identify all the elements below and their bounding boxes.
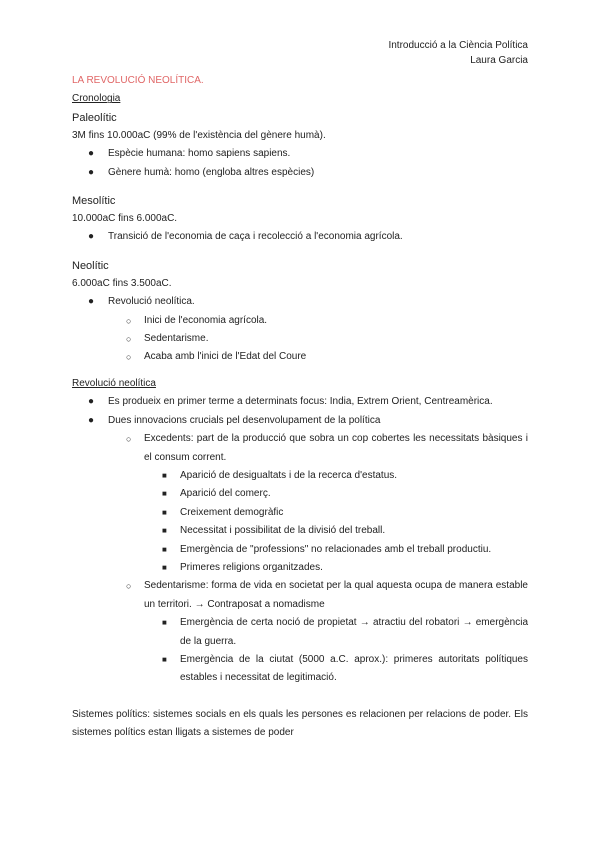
period-range: 6.000aC fins 3.500aC.: [72, 277, 172, 289]
bullet-marker: ●: [88, 148, 95, 160]
circle-marker: ○: [126, 352, 132, 363]
bullet-list: [72, 293, 528, 367]
circle-marker: ○: [126, 334, 132, 345]
bullet-marker: ●: [88, 396, 95, 408]
list-item: ■ Emergència de "professions" no relacionades amb el treball productiu.: [72, 541, 528, 559]
list-item: ● Espècie humana: homo sapiens sapiens.: [72, 145, 528, 163]
list-item: ○ Sedentarisme: forma de vida en societat per la qual aquesta ocupa de manera estable un territori. → Contraposat a nomadisme: [72, 577, 528, 614]
circle-marker: ○: [126, 315, 132, 326]
page-header: [388, 38, 528, 68]
period-range: 3M fins 10.000aC (99% de l'existència del gènere humà).: [72, 129, 326, 141]
list-item: ■ Necessitat i possibilitat de la divisió del treball.: [72, 522, 528, 540]
section-heading-cronologia: Cronologia: [72, 93, 121, 105]
list-item: ■ Aparició de desigualtats i de la recerca d'estatus.: [72, 467, 528, 485]
square-marker: ■: [162, 526, 167, 536]
list-item: ● Gènere humà: homo (engloba altres espècies): [72, 164, 528, 182]
list-item: ○ Excedents: part de la producció que sobra un cop cobertes les necessitats bàsiques i el consum corrent.: [72, 430, 528, 467]
list-item: ■ Primeres religions organitzades.: [72, 559, 528, 577]
list-item: ○ Sedentarisme.: [72, 330, 528, 348]
list-item: ● Dues innovacions crucials pel desenvolupament de la política: [72, 412, 528, 430]
period-neolitic: Neolític: [72, 259, 109, 272]
square-marker: ■: [162, 654, 167, 664]
period-range: 10.000aC fins 6.000aC.: [72, 213, 178, 225]
author-name: Laura Garcia: [470, 55, 528, 66]
list-item: ○ Acaba amb l'inici de l'Edat del Coure: [72, 348, 528, 366]
period-paleolitic: Paleolític: [72, 111, 117, 124]
square-marker: ■: [162, 562, 167, 572]
circle-marker: ○: [126, 581, 132, 592]
list-item: ■ Creixement demogràfic: [72, 504, 528, 522]
document-title: LA REVOLUCIÓ NEOLÍTICA.: [72, 75, 204, 86]
bullet-list: [72, 228, 528, 246]
section-heading-revolucio: Revolució neolítica: [72, 377, 156, 389]
list-item: ● Transició de l'economia de caça i recolecció a l'economia agrícola.: [72, 228, 528, 246]
closing-paragraph: Sistemes polítics: sistemes socials en els quals les persones es relacionen per relacions de poder. Els sistemes polítics estan lligats a sistemes de poder: [72, 708, 528, 739]
list-item: ○ Inici de l'economia agrícola.: [72, 312, 528, 330]
circle-marker: ○: [126, 434, 132, 445]
list-item: ■ Emergència de la ciutat (5000 a.C. aprox.): primeres autoritats polítiques estables i necessitat de legitimació.: [72, 651, 528, 688]
square-marker: ■: [162, 470, 167, 480]
bullet-list: [72, 145, 528, 182]
bullet-marker: ●: [88, 166, 95, 178]
list-item: ■ Aparició del comerç.: [72, 485, 528, 503]
bullet-marker: ●: [88, 414, 95, 426]
square-marker: ■: [162, 489, 167, 499]
document-body: [72, 72, 528, 743]
bullet-marker: ●: [88, 296, 95, 308]
square-marker: ■: [162, 544, 167, 554]
list-item: ● Es produeix en primer terme a determinats focus: India, Extrem Orient, Centreamèrica.: [72, 393, 528, 411]
bullet-list: [72, 393, 528, 688]
list-item: ● Revolució neolítica.: [72, 293, 528, 311]
bullet-marker: ●: [88, 231, 95, 243]
list-item: ■ Emergència de certa noció de propietat → atractiu del robatori → emergència de la guerra.: [72, 614, 528, 651]
period-mesolitic: Mesolític: [72, 195, 116, 208]
square-marker: ■: [162, 507, 167, 517]
square-marker: ■: [162, 618, 167, 628]
course-name: Introducció a la Ciència Política: [388, 40, 528, 51]
